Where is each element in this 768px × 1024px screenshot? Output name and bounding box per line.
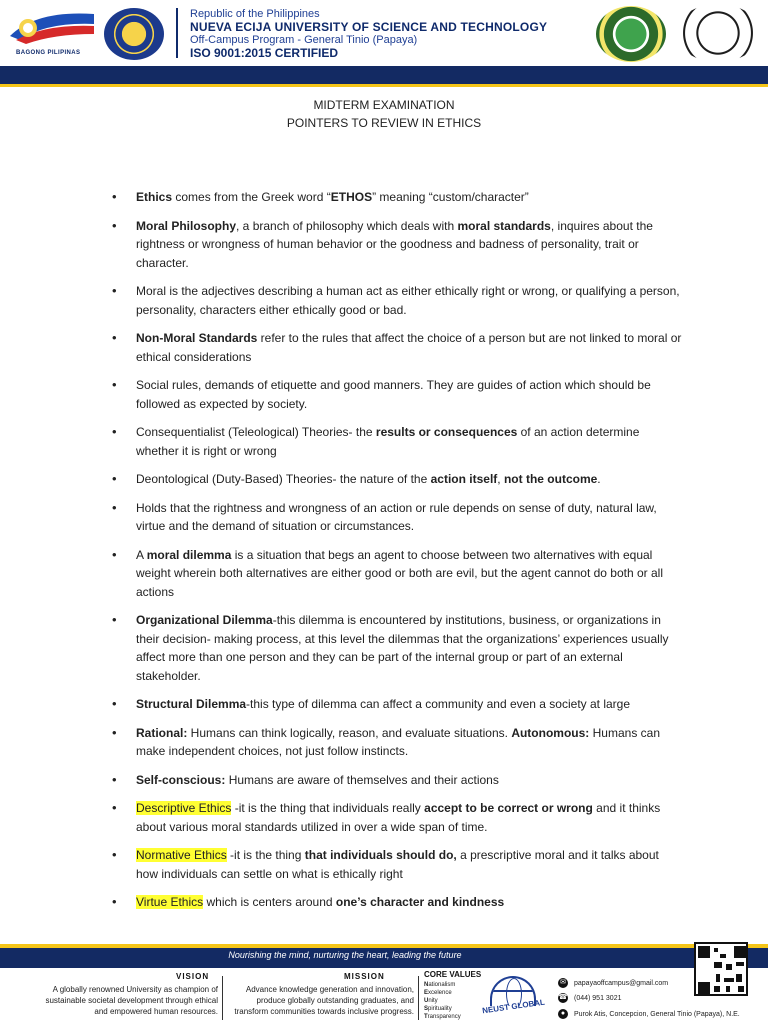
pointer-text: ” meaning “custom/character” (372, 190, 529, 204)
pointer-text: , a branch of philosophy which deals with (236, 218, 458, 233)
bold-term: Non-Moral Standards (136, 331, 258, 345)
pointer-item (112, 771, 684, 790)
pointer-text: Humans can think logically, reason, and evaluate situations. (187, 725, 512, 740)
pointer-item (112, 188, 684, 207)
core-value-letter: T (424, 1014, 428, 1020)
pointer-text: Social rules, demands of etiquette and good manners. They are guides of action which should be followed as expected by society. (136, 378, 651, 411)
bold-term: accept to be correct or wrong (424, 801, 593, 815)
pointer-item (112, 329, 684, 366)
pointer-item (112, 376, 684, 413)
neust-seal-logo (104, 8, 164, 60)
pointer-text: A (136, 547, 147, 562)
qr-code-icon (694, 942, 748, 996)
core-value-rest: ationalism (428, 982, 456, 988)
address-text: Purok Atis, Concepcion, General Tinio (Papaya), N.E. (574, 1010, 740, 1018)
pointer-text: -it is the thing (226, 848, 305, 862)
core-value-item (424, 1005, 461, 1013)
core-value-letter: N (424, 982, 429, 988)
header-country: Republic of the Philippines (190, 8, 320, 20)
pointer-text: Consequentialist (Teleological) Theories- the (136, 425, 376, 439)
phone-icon: ☎ (558, 994, 568, 1001)
core-value-item (424, 989, 461, 997)
header-divider (176, 8, 178, 58)
core-value-item (424, 1013, 461, 1021)
pointer-text: Moral is the adjectives describing a human act as either ethically right or wrong, or qualifying a person, personality, characters either ethically good or bad. (136, 284, 680, 317)
bold-term: moral standards (457, 218, 551, 233)
bold-term: results or consequences (375, 425, 518, 439)
ph-logo-label: BAGONG PILIPINAS (16, 50, 81, 56)
bold-term: Autonomous: (511, 725, 590, 740)
bold-term: Organizational Dilemma (136, 613, 273, 627)
core-values-list (424, 981, 461, 1021)
pointer-item (112, 893, 684, 912)
pointer-text: -this dilemma is encountered by institutions, business, or organizations in their decision- making process, at this level the dilemmas that the organizations’ experiences usually affect more than one person and they can be part of the internal group or part of an external stakeholder. (136, 613, 669, 683)
ph-flag-icon (6, 6, 98, 48)
footer-divider (418, 976, 419, 1020)
core-values-heading: CORE VALUES (424, 970, 482, 979)
general-tinio-seal-logo (676, 4, 760, 62)
bold-term: Ethics (136, 190, 173, 204)
pointer-text: , (497, 472, 504, 486)
contact-email (558, 978, 668, 988)
header-stripe (0, 84, 768, 87)
core-value-rest: ransparency (427, 1014, 461, 1020)
pointer-item (112, 724, 684, 761)
location-pin-icon: ● (558, 1009, 568, 1019)
email-text: papayaoffcampus@gmail.com (574, 979, 669, 987)
bold-term: Structural Dilemma (136, 697, 247, 711)
pointer-text: -this type of dilemma can affect a community and even a society at large (246, 697, 631, 711)
bold-term: Self-conscious: (136, 772, 226, 787)
contact-phone (558, 993, 621, 1003)
pointer-text: a prescriptive moral and it talks about how individuals can settle on what is ethically right (136, 848, 659, 881)
institution-name-block (190, 8, 547, 60)
footer-tagline: Nourishing the mind, nurturing the heart, leading the future (228, 950, 462, 960)
title-line-2: POINTERS TO REVIEW IN ETHICS (286, 116, 482, 130)
mission-heading: MISSION (344, 972, 385, 981)
contact-address (558, 1009, 740, 1019)
pointer-text: , inquires about the rightness or wrongness of human behavior or the goodness and badness of personality, trait or character. (136, 218, 653, 270)
core-value-item (424, 997, 461, 1005)
pointer-item (112, 470, 684, 489)
bold-term: not the outcome (503, 472, 598, 486)
pointer-item (112, 546, 684, 602)
campus-seal-logo (596, 6, 666, 62)
mission-text: Advance knowledge generation and innovation, produce globally outstanding graduates, and transform communities towards inclusive progress. (234, 985, 414, 1016)
core-value-rest: pirituality (428, 1006, 452, 1012)
bold-term: one’s character and kindness (335, 895, 505, 909)
pointer-text: which is centers around (203, 895, 336, 909)
email-icon: ✉ (558, 978, 568, 988)
pointer-text: refer to the rules that affect the choice of a person but are not linked to moral or ethical considerations (136, 331, 682, 364)
bold-term: Rational: (136, 725, 188, 740)
vision-heading: VISION (176, 972, 210, 981)
pointer-item (112, 611, 684, 685)
document-title (0, 96, 768, 132)
header-campus: Off-Campus Program - General Tinio (Papaya) (190, 34, 418, 46)
highlighted-term: Normative Ethics (136, 848, 227, 862)
core-value-rest: nity (428, 998, 438, 1004)
bold-term: that individuals should do, (304, 848, 457, 862)
pointer-text: comes from the Greek word “ (172, 190, 331, 204)
header-band (0, 66, 768, 84)
pointer-text: -it is the thing that individuals really (231, 801, 425, 815)
pointer-item (112, 499, 684, 536)
pointer-text: Humans are aware of themselves and their actions (225, 772, 499, 787)
pointer-text: Deontological (Duty-Based) Theories- the nature of the (136, 472, 431, 486)
pointer-item (112, 846, 684, 883)
core-value-item (424, 981, 461, 989)
pointer-text: is a situation that begs an agent to choose between two alternatives with equal weight wherein both alternatives are either good or both are evil, but the agent cannot do both or all actions (136, 547, 664, 599)
review-pointers-list (112, 188, 684, 922)
core-value-letter: U (424, 998, 429, 1004)
title-line-1: MIDTERM EXAMINATION (313, 98, 455, 112)
pointer-text: . (597, 472, 601, 486)
header-university: NUEVA ECIJA UNIVERSITY OF SCIENCE AND TECHNOLOGY (190, 20, 548, 34)
core-value-letter: S (424, 1006, 429, 1012)
pointer-item (112, 799, 684, 836)
highlighted-term: Descriptive Ethics (136, 801, 232, 815)
neust-global-brand: NEUST GLOBAL (481, 997, 546, 1016)
bold-term: Moral Philosophy (136, 218, 237, 233)
pointer-text: and it thinks about various moral standards utilized in over a wide span of time. (136, 801, 661, 834)
bold-term: ETHOS (330, 190, 373, 204)
pointer-text: Holds that the rightness and wrongness of an action or rule depends on sense of duty, natural law, virtue and the demand of situation or circumstances. (136, 500, 657, 533)
pointer-text: of an action determine whether it is right or wrong (136, 425, 640, 458)
core-value-rest: xcelence (428, 990, 452, 996)
bagong-pilipinas-logo (6, 6, 98, 62)
core-value-letter: E (424, 990, 429, 996)
pointer-item (112, 695, 684, 714)
pointer-text: Humans can make independent choices, not just follow instincts. (136, 725, 660, 758)
bold-term: action itself (430, 472, 498, 486)
pointer-item (112, 423, 684, 460)
vision-text: A globally renowned University as champion of sustainable societal development through ethical and empowered human resources. (45, 985, 218, 1016)
pointer-item (112, 217, 684, 273)
header-certification: ISO 9001:2015 CERTIFIED (190, 46, 339, 60)
bold-term: moral dilemma (146, 547, 232, 562)
phone-text: (044) 951 3021 (574, 994, 622, 1002)
highlighted-term: Virtue Ethics (136, 895, 204, 909)
pointer-item (112, 282, 684, 319)
document-header (0, 0, 768, 64)
